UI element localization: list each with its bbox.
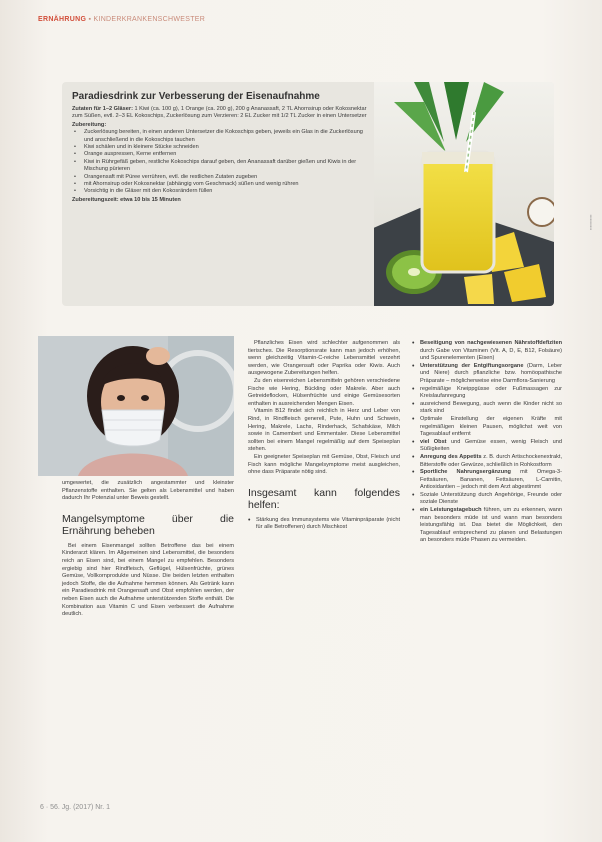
bullet-text: führen, um zu erkennen, wann man besonders müde ist und wann man besonders leistungsfähig ist. Das bietet die Möglichkeit, den Tagesablauf entsprechend zu planen und Belastungen an besonders müde Phasen zu vermeiden. [420,507,562,544]
col2-paragraph: Zu den eisenreichen Lebensmitteln gehören verschiedene Fische wie Hering, Bückling oder Makrele. Aber auch Getreideflocken, Hülsenfrüchte und einige Gemüsesorten enthalten in ausreichenden Mengen Eisen. [248,377,400,407]
bullet-item [412,340,562,363]
bullet-item [412,507,562,545]
col2-paragraph: Vitamin B12 findet sich reichlich in Herz und Leber von Rind, in Rindfleisch generell, Pute, Huhn und Schwein, Hering, Makrele, Lachs, Rinderhack, Schafskäse, Milch sowie in Camembert und Emmentaler. Diese Lebensmittel sollten bei einem Mangel regelmäßig auf dem Speiseplan stehen. [248,408,400,453]
col2-paragraph: Pflanzliches Eisen wird schlechter aufgenommen als tierisches. Die Resorptionsrate kann man jedoch erhöhen, wenn gleichzeitig Vitamin-C-reiche Lebensmittel verzehrt werden, wie Orangensaft oder Paprika oder Kiwis. Auch ausgewogene Zubereitungen helfen. [248,340,400,377]
bullet-text: regelmäßige Kneippgüsse oder Fußmassagen zur Kreislaufanregung [420,385,562,400]
step-item: • Orangensaft mit Püree verrühren, evtl. die restlichen Zutaten zugeben [80,174,372,181]
running-head-section: ERNÄHRUNG [38,16,87,23]
girl-with-mask-photo [38,336,234,476]
bullet-bold: ein Leistungstagebuch [420,507,482,514]
bullet-item [412,492,562,507]
ingredients-text: 1 Kiwi (ca. 100 g), 1 Orange (ca. 200 g), 200 g Ananassaft, 2 TL Ahornsirup oder Kokosnektar zum Süßen, evtl. 2–3 EL Kokoschips, Zuckerlösung zum Verzieren: 2 EL Zucker mit 1/2 TL Zucker in einen Untersetzer [72,106,367,120]
col2-bullets [248,517,400,532]
photo-credit-mark: ▪▪▪▪▪▪▪▪▪▪▪ [588,214,593,230]
preparation-label: Zubereitung: [72,121,107,128]
bullet-item [412,363,562,386]
bullet-text: Optimale Einstellung der eigenen Kräfte mit regelmäßigen kleinen Pausen, möglichst weit von Tagesablauf entfernt [420,415,562,438]
bullet-bold: Unterstützung der Entgiftungsorgane [420,362,524,369]
bullet-item [412,401,562,416]
preparation-time: Zubereitungszeit: etwa 10 bis 15 Minuten [72,196,181,203]
col1-intro: umgewertet, die zusätzlich angestammter und kleinster Pflanzenstoffe enthalten. Sie gelten als Lebensmittel und haben dadurch Ihr Potenzial unter Beweis gestellt. [62,480,234,502]
running-head [38,16,205,23]
bullet-text: ausreichend Bewegung, auch wenn die Kinder nicht so stark sind [420,400,562,415]
step-item: • Zuckerlösung bereiten, in einen anderen Untersetzer die Kokoschips geben, jeweils ein Glas in die Zuckerlösung und anschließend in die Kokoschips tauchen [80,129,372,144]
step-item: • Orange auspressen, Kerne entfernen [80,151,372,158]
column-1 [62,480,234,619]
running-head-separator: ▪ [88,16,94,23]
recipe-ingredients [72,106,372,121]
col1-heading: Mangelsymptome über die Ernährung beheben [62,512,234,537]
bullet-item [412,416,562,439]
step-item: • mit Ahornsirup oder Kokosnektar (abhängig vom Geschmack) süßen und wenig rühren [80,181,372,188]
column-3 [412,340,562,545]
bullet-item [412,454,562,469]
bullet-item [412,386,562,401]
bullet-text: z. B. durch Artischockenextrakt, Bitterstoffe oder Gewürze, schließlich in Rohkostform [420,453,563,468]
recipe-title: Paradiesdrink zur Verbesserung der Eisenaufnahme [72,91,320,102]
bullet-text: durch Gabe von Vitaminen (Vit. A, D, E, B12, Folsäure) und Spurenelementen (Eisen) [420,347,562,362]
bullet-text: (Darm, Leber und Niere) durch pflanzliche bzw. homöopathische Präparate – möglicherweise eine Darmflora-Sanierung [420,362,562,384]
bullet-text: mit Omega-3-Fettsäuren, Bananen, Fettsäuren, L-Carnitin, Antioxidantien – jedoch mit dem Arzt abgestimmt [420,469,563,491]
bullet-text: Soziale Unterstützung durch Angehörige, Freunde oder soziale Dienste [420,491,562,506]
bullet-bold: viel Obst [420,438,447,445]
col1-body: Bei einem Eisenmangel sollten Betroffene das bei einem Kinderarzt klären. Im Allgemeinen sind Lebensmittel, die besonders reich an Eisen sind, bei einem Mangel zu empfehlen. Besonders ergiebig sind hier Rindfleisch, Geflügel, Hülsenfrüchte, grünes Gemüse, Vollkornprodukte und Nüsse. Die beiden letzten enthalten jedoch Stoffe, die die Aufnahme hemmen können. Als Getränk kann ein Paradiesdrink mit Orangensaft und Obst empfohlen werden, der neben Eisen auch die Aufnahme unterstützenden Stoffe enthält. Die Kombination aus Vitamin C und Eisen verbessert die Aufnahme deutlich. [62,542,234,618]
bullet-item [412,439,562,454]
column-2 [248,340,400,532]
bullet-bold: Anregung des Appetits [420,453,482,460]
bullet-item [412,469,562,492]
bullet-item: • Stärkung des Immunsystems wie Vitaminpräparate (nicht für alle Betroffenen) durch Mischkost [248,517,400,532]
recipe-text [72,90,372,204]
drink-photo [374,82,554,306]
col2-paragraph: Ein geeigneter Speiseplan mit Gemüse, Obst, Fleisch und Fisch kann mögliche Mangelsymptome meist ausgleichen, ohne dass Präparate nötig sind. [248,453,400,476]
step-item: • Kiwi in Rührgefäß geben, restliche Kokoschips darauf geben, den Ananassaft darüber gießen und Kiwis in der Mischung pürieren [80,159,372,174]
col2-heading: Insgesamt kann folgendes helfen: [248,486,400,511]
recipe-box [62,82,554,306]
bullet-bold: Sportliche Nahrungsergänzung [420,469,511,476]
ingredients-label: Zutaten für 1–2 Gläser: [72,106,133,112]
page-footer: 6 · 56. Jg. (2017) Nr. 1 [40,804,111,811]
bullet-text: und Gemüse essen, wenig Fleisch und Süßigkeiten [420,438,562,453]
bullet-bold: Beseitigung von nachgewiesenen Nährstoffdefiziten [420,340,562,346]
running-head-title: KINDERKRANKENSCHWESTER [93,16,206,23]
col3-bullets [412,340,562,545]
preparation-steps [72,129,372,196]
step-item: • Kiwi schälen und in kleinere Stücke schneiden [80,144,372,151]
step-item: • Vorsichtig in die Gläser mit den Kokosrändern füllen [80,188,372,195]
